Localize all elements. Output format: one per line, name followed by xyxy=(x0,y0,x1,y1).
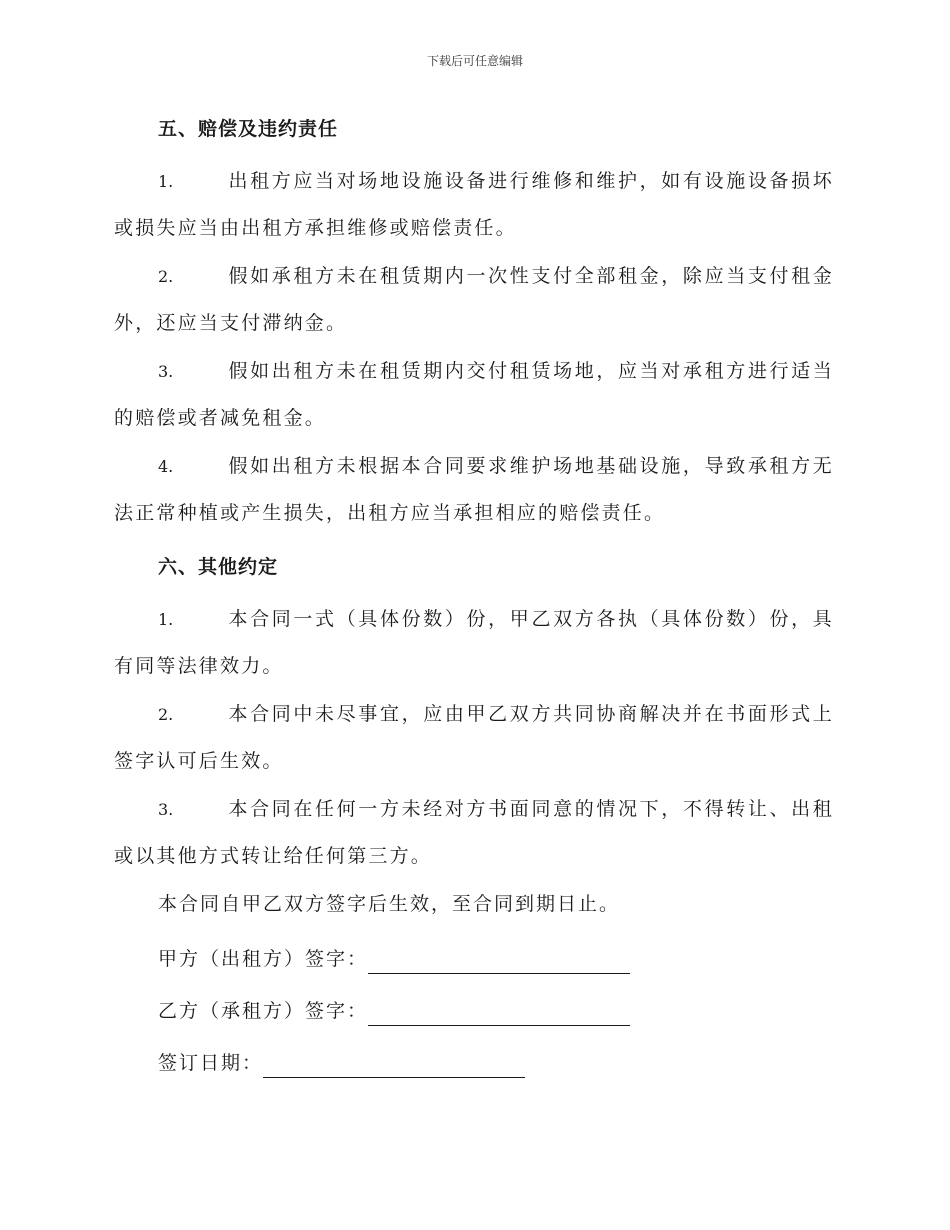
clause-item xyxy=(114,443,834,536)
clause-number: 1. xyxy=(158,172,174,191)
party-a-label: 甲方（出租方）签字： xyxy=(158,948,369,970)
section-compensation xyxy=(114,112,834,536)
party-b-signature-line[interactable] xyxy=(368,999,630,1026)
signing-date xyxy=(114,1037,834,1089)
effective-note: 本合同自甲乙双方签字后生效，至合同到期日止。 xyxy=(158,893,621,915)
clause-number: 1. xyxy=(158,610,174,629)
clause-item xyxy=(114,786,834,879)
clause-text: 本合同在任何一方未经对方书面同意的情况下，不得转让、出租或以其他方式转让给任何第三方。 xyxy=(114,798,834,867)
clause-item xyxy=(114,596,834,689)
clause-number: 2. xyxy=(158,705,174,724)
clause-text: 本合同一式（具体份数）份，甲乙双方各执（具体份数）份，具有同等法律效力。 xyxy=(114,608,834,677)
clause-number: 3. xyxy=(158,362,174,381)
clause-item xyxy=(114,348,834,441)
party-b-signature xyxy=(114,985,834,1037)
party-b-label: 乙方（承租方）签字： xyxy=(158,1000,369,1022)
clause-text: 假如出租方未根据本合同要求维护场地基础设施，导致承租方无法正常种植或产生损失，出租方应当承担相应的赔偿责任。 xyxy=(114,455,834,524)
section-title: 五、赔偿及违约责任 xyxy=(158,118,339,140)
clause-number: 2. xyxy=(158,267,174,286)
clause-text: 出租方应当对场地设施设备进行维修和维护，如有设施设备损坏或损失应当由出租方承担维修或赔偿责任。 xyxy=(114,170,834,239)
section-other-terms xyxy=(114,550,834,879)
document-body xyxy=(114,112,834,1089)
party-a-signature-line[interactable] xyxy=(368,947,630,974)
clause-number: 4. xyxy=(158,457,174,476)
clause-item xyxy=(114,691,834,784)
clause-text: 本合同中未尽事宜，应由甲乙双方共同协商解决并在书面形式上签字认可后生效。 xyxy=(114,703,834,772)
section-title: 六、其他约定 xyxy=(158,556,279,578)
clause-text: 假如出租方未在租赁期内交付租赁场地，应当对承租方进行适当的赔偿或者减免租金。 xyxy=(114,360,834,429)
clause-item xyxy=(114,158,834,251)
page-header: 下载后可任意编辑 xyxy=(426,54,523,68)
clause-item xyxy=(114,253,834,346)
party-a-signature xyxy=(114,933,834,985)
clause-text: 假如承租方未在租赁期内一次性支付全部租金，除应当支付租金外，还应当支付滞纳金。 xyxy=(114,265,834,334)
signing-date-line[interactable] xyxy=(263,1051,525,1078)
clause-number: 3. xyxy=(158,800,174,819)
signing-date-label: 签订日期： xyxy=(158,1052,264,1074)
